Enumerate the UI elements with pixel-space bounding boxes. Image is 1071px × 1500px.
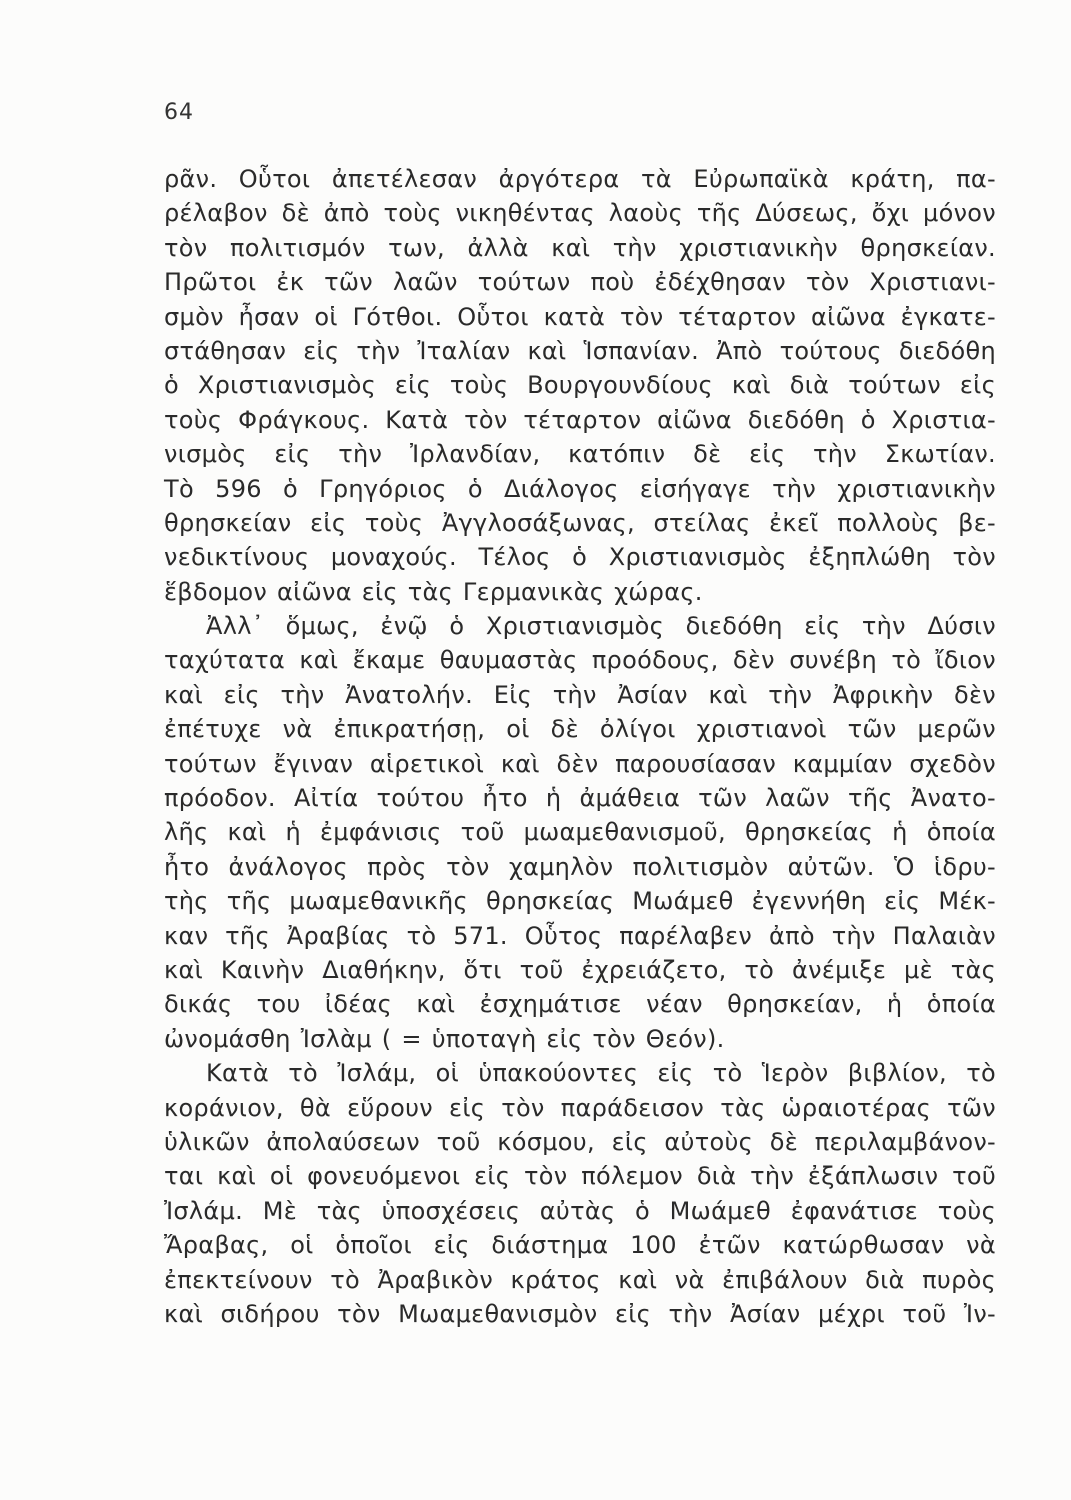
text-line: Κατὰ τὸ Ἰσλάμ, οἱ ὑπακούοντες εἰς τὸ Ἱερὸν βιβλίον, τὸ	[206, 1059, 996, 1088]
text-line: Πρῶτοι ἐκ τῶν λαῶν τούτων ποὺ ἐδέχθησαν τὸν Χριστιανι-	[164, 268, 996, 297]
text-line: Ἰσλάμ. Μὲ τὰς ὑποσχέσεις αὐτὰς ὁ Μωάμεθ ἐφανάτισε τοὺς	[164, 1196, 996, 1225]
text-line: ται καὶ οἱ φονευόμενοι εἰς τὸν πόλεμον διὰ τὴν ἐξάπλωσιν τοῦ	[164, 1162, 996, 1191]
text-line: θρησκείαν εἰς τοὺς Ἀγγλοσάξωνας, στείλας ἐκεῖ πολλοὺς βε-	[164, 508, 996, 537]
text-line: ὑλικῶν ἀπολαύσεων τοῦ κόσμου, εἰς αὐτοὺς δὲ περιλαμβάνον-	[164, 1127, 996, 1156]
text-line: τὴς τῆς μωαμεθανικῆς θρησκείας Μωάμεθ ἐγεννήθη εἰς Μέκ-	[164, 887, 996, 916]
text-line: Τὸ 596 ὁ Γρηγόριος ὁ Διάλογος εἰσήγαγε τὴν χριστιανικὴν	[164, 474, 996, 503]
text-line: λῆς καὶ ἡ ἐμφάνισις τοῦ μωαμεθανισμοῦ, θρησκείας ἡ ὁποία	[164, 818, 996, 847]
text-line: καὶ Καινὴν Διαθήκην, ὅτι τοῦ ἐχρειάζετο, τὸ ἀνέμιξε μὲ τὰς	[164, 955, 996, 984]
text-line: ρᾶν. Οὗτοι ἀπετέλεσαν ἀργότερα τὰ Εὐρωπαϊκὰ κράτη, πα-	[164, 165, 996, 193]
text-line: πρόοδον. Αἰτία τούτου ἦτο ἡ ἀμάθεια τῶν λαῶν τῆς Ἀνατο-	[164, 784, 996, 813]
text-line: ταχύτατα καὶ ἔκαμε θαυμαστὰς προόδους, δὲν συνέβη τὸ ἴδιον	[164, 646, 996, 675]
body-text	[164, 162, 996, 1331]
text-line: τούτων ἔγιναν αἱρετικοὶ καὶ δὲν παρουσίασαν καμμίαν σχεδὸν	[164, 749, 996, 778]
text-line: ὁ Χριστιανισμὸς εἰς τοὺς Βουργουνδίους καὶ διὰ τούτων εἰς	[164, 371, 996, 400]
text-line: τὸν πολιτισμόν των, ἀλλὰ καὶ τὴν χριστιανικὴν θρησκείαν.	[164, 233, 996, 262]
text-line: ἕβδομον αἰῶνα εἰς τὰς Γερμανικὰς χώρας.	[164, 577, 703, 606]
text-line: καν τῆς Ἀραβίας τὸ 571. Οὗτος παρέλαβεν ἀπὸ τὴν Παλαιὰν	[164, 921, 996, 950]
text-line: ρέλαβον δὲ ἀπὸ τοὺς νικηθέντας λαοὺς τῆς Δύσεως, ὄχι μόνον	[164, 199, 996, 228]
text-line: ἐπέτυχε νὰ ἐπικρατήσῃ, οἱ δὲ ὀλίγοι χριστιανοὶ τῶν μερῶν	[164, 715, 996, 744]
text-line: Ἀλλ᾽ ὅμως, ἐνῷ ὁ Χριστιανισμὸς διεδόθη εἰς τὴν Δύσιν	[206, 612, 996, 641]
page-number: 64	[164, 100, 194, 125]
text-line: τοὺς Φράγκους. Κατὰ τὸν τέταρτον αἰῶνα διεδόθη ὁ Χριστια-	[164, 405, 996, 434]
text-line: καὶ εἰς τὴν Ἀνατολήν. Εἰς τὴν Ἀσίαν καὶ τὴν Ἀφρικὴν δὲν	[164, 680, 996, 709]
text-line: ἐπεκτείνουν τὸ Ἀραβικὸν κράτος καὶ νὰ ἐπιβάλουν διὰ πυρὸς	[164, 1265, 996, 1294]
text-line: κοράνιον, θὰ εὕρουν εἰς τὸν παράδεισον τὰς ὡραιοτέρας τῶν	[164, 1093, 996, 1122]
text-line: καὶ σιδήρου τὸν Μωαμεθανισμὸν εἰς τὴν Ἀσίαν μέχρι τοῦ Ἰν-	[164, 1299, 996, 1328]
text-line: στάθησαν εἰς τὴν Ἰταλίαν καὶ Ἱσπανίαν. Ἀπὸ τούτους διεδόθη	[164, 336, 996, 365]
text-line: Ἄραβας, οἱ ὁποῖοι εἰς διάστημα 100 ἐτῶν κατώρθωσαν νὰ	[164, 1231, 996, 1260]
text-line: σμὸν ἦσαν οἱ Γότθοι. Οὗτοι κατὰ τὸν τέταρτον αἰῶνα ἐγκατε-	[164, 302, 996, 331]
text-line: δικάς του ἰδέας καὶ ἐσχημάτισε νέαν θρησκείαν, ἡ ὁποία	[164, 990, 996, 1019]
text-line: νισμὸς εἰς τὴν Ἰρλανδίαν, κατόπιν δὲ εἰς τὴν Σκωτίαν.	[164, 440, 996, 469]
text-line: ἦτο ἀνάλογος πρὸς τὸν χαμηλὸν πολιτισμὸν αὐτῶν. Ὁ ἱδρυ-	[164, 852, 996, 881]
text-line: νεδικτίνους μοναχούς. Τέλος ὁ Χριστιανισμὸς ἐξηπλώθη τὸν	[164, 543, 996, 572]
text-line: ὠνομάσθη Ἰσλὰμ ( = ὑποταγὴ εἰς τὸν Θεόν).	[164, 1024, 725, 1053]
